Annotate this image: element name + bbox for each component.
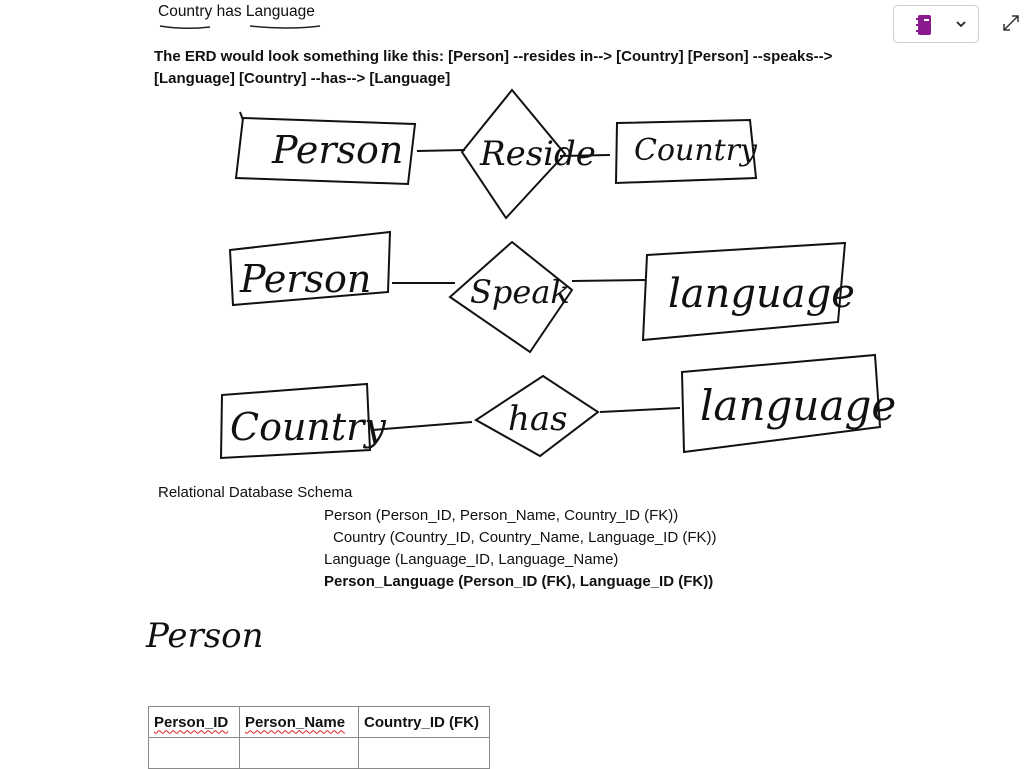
entity-label-person-2: Person bbox=[240, 257, 372, 301]
notebook-switcher[interactable] bbox=[893, 5, 979, 43]
schema-line-person-language: Person_Language (Person_ID (FK), Language_ID (FK)) bbox=[324, 573, 714, 590]
relationship-label-has: has bbox=[508, 399, 568, 439]
entity-label-language-2: language bbox=[700, 381, 897, 430]
table-header-cell: Country_ID (FK) bbox=[359, 707, 490, 738]
table-cell[interactable] bbox=[149, 738, 240, 769]
table-cell[interactable] bbox=[240, 738, 359, 769]
table-cell[interactable] bbox=[359, 738, 490, 769]
schema-line-country: Country (Country_ID, Country_Name, Language_ID (FK)) bbox=[333, 529, 717, 546]
notebook-icon bbox=[916, 14, 932, 36]
schema-line-language: Language (Language_ID, Language_Name) bbox=[324, 551, 619, 568]
table-header-cell: Person_Name bbox=[240, 707, 359, 738]
relationship-label-reside: Reside bbox=[480, 134, 596, 174]
connector-line bbox=[372, 422, 472, 430]
entity-label-country-1: Country bbox=[634, 133, 758, 168]
erd-description: The ERD would look something like this: [Person] --resides in--> [Country] [Person] --speaks--> [Language] [Country] --has--> [Language] bbox=[154, 48, 833, 87]
table-header-cell: Person_ID bbox=[149, 707, 240, 738]
underline-stroke bbox=[160, 26, 210, 28]
table-header-row bbox=[149, 707, 490, 738]
entity-label-language-1: language bbox=[668, 271, 855, 317]
person-table bbox=[148, 706, 490, 769]
schema-line-person: Person (Person_ID, Person_Name, Country_ID (FK)) bbox=[324, 507, 679, 524]
entity-label-country-2: Country bbox=[230, 405, 386, 449]
header-note-text: Country has Language bbox=[158, 3, 315, 20]
connector-line bbox=[417, 150, 465, 151]
connector-line bbox=[572, 280, 645, 281]
table-row bbox=[149, 738, 490, 769]
entity-label-person-1: Person bbox=[272, 128, 404, 172]
connector-line bbox=[600, 408, 680, 412]
expand-icon[interactable] bbox=[1002, 14, 1020, 32]
handwritten-table-label: Person bbox=[146, 616, 264, 656]
connector-line bbox=[560, 155, 610, 156]
chevron-down-icon[interactable] bbox=[954, 17, 968, 31]
underline-stroke bbox=[250, 26, 320, 28]
relationship-label-speak: Speak bbox=[470, 273, 570, 311]
schema-title: Relational Database Schema bbox=[158, 484, 353, 501]
